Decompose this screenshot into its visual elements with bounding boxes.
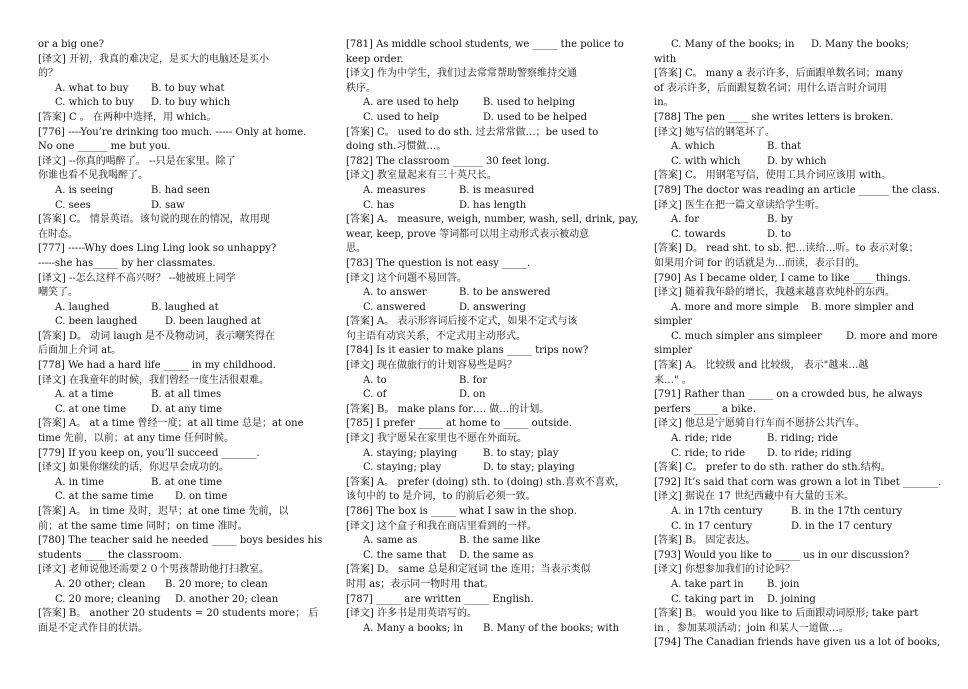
text-line: [译文] 她写信的钢笔坏了。 xyxy=(654,126,775,138)
answer-option: C. Many of the books; in xyxy=(671,39,795,50)
option-line xyxy=(346,447,631,462)
answer-option: A. what to buy xyxy=(55,82,129,94)
answer-option: C. the same that xyxy=(363,549,447,561)
option-line xyxy=(38,490,320,505)
option-line xyxy=(654,505,934,520)
text-line: [791] Rather than _____ on a crowded bus, he always xyxy=(654,389,923,401)
answer-option: A. are used to help xyxy=(363,97,459,109)
answer-option: C. taking part in xyxy=(671,593,754,605)
answer-option: D. been laughed at xyxy=(165,316,261,328)
text-line: [译文] 医生在把一篇文章读给学生听。 xyxy=(654,199,825,211)
text-line: [译文] --你真的喝醉了。 --只是在家里。除了 xyxy=(38,155,236,167)
text-line: [译文] 现在做旅行的计划容易些是吗？ xyxy=(346,360,517,372)
text-line: [答案] A。 prefer (doing) sth. to (doing) sth.喜欢不喜欢， xyxy=(346,476,625,488)
text-line: simpler xyxy=(654,345,693,357)
answer-option: C. towards xyxy=(671,228,726,240)
option-line xyxy=(346,301,631,316)
answer-option: C. sees xyxy=(55,199,91,211)
answer-option: B. join xyxy=(767,578,800,590)
answer-option: B. riding; ride xyxy=(767,433,838,445)
answer-option: D. answering xyxy=(459,301,526,313)
column-right xyxy=(654,38,942,651)
text-line: [777] -----Why does Ling Ling look so unhappy? xyxy=(38,243,277,255)
answer-option: C. which to buy xyxy=(55,97,134,109)
text-line: [785] I prefer _____ at home to _____ outside. xyxy=(346,418,572,430)
answer-option: B. laughed at xyxy=(151,301,219,313)
option-line xyxy=(654,140,934,155)
text-line: [译文] 你想参加我们的讨论吗？ xyxy=(654,564,795,576)
option-line xyxy=(38,388,320,403)
column-left xyxy=(38,38,323,636)
text-line: 嘲笑了。 xyxy=(38,287,78,299)
option-line xyxy=(38,199,320,214)
text-line: [译文] 我宁愿呆在家里也不愿在外面玩。 xyxy=(346,433,527,445)
text-line: time 先前，以前；at any time 任何时候。 xyxy=(38,433,234,445)
option-line xyxy=(346,286,631,301)
option-line xyxy=(346,96,631,111)
answer-option: C. much simpler ans simpleer xyxy=(671,330,822,342)
text-line: 思。 xyxy=(346,243,366,255)
answer-option: D. joining xyxy=(767,593,816,605)
text-line: [答案] C。 many a 表示许多，后面跟单数名词；many xyxy=(654,68,904,80)
text-line: No one ______ me but you. xyxy=(38,141,171,153)
text-line: [答案] B。 固定表达。 xyxy=(654,535,756,547)
answer-option: B. at all times xyxy=(151,389,222,401)
text-line: [778] We had a hard life _____ in my childhood. xyxy=(38,360,276,372)
option-line xyxy=(346,622,631,637)
text-line: 你谁也看不见我喝醉了。 xyxy=(38,170,148,182)
option-line xyxy=(654,228,934,243)
text-line: [译文] 他总是宁愿骑自行车而不愿挤公共汽车。 xyxy=(654,418,865,430)
text-line: [答案] C 。 在两种中选择，用 which。 xyxy=(38,111,217,123)
option-line xyxy=(38,578,320,593)
text-line: [784] Is it easier to make plans _____ trips now? xyxy=(346,345,589,357)
answer-option: B. had seen xyxy=(151,184,211,196)
text-line: [794] The Canadian friends have given us a lot of books, xyxy=(654,637,941,649)
text-line: [789] The doctor was reading an article ______ the class. xyxy=(654,184,940,196)
answer-option: D. by which xyxy=(767,155,827,167)
text-line: in。 xyxy=(654,97,674,109)
text-line: [译文] 老师说他还需要２０个男孩帮助他打扫教室。 xyxy=(38,564,269,576)
text-line: [783] The question is not easy _____. xyxy=(346,257,531,269)
option-line xyxy=(346,184,631,199)
answer-option: A. to answer xyxy=(363,287,427,299)
option-line xyxy=(654,593,934,608)
option-line xyxy=(654,578,934,593)
answer-option: C. ride; to ride xyxy=(671,447,746,459)
text-line: in ，参加某项活动；join 和某人一道做…。 xyxy=(654,622,849,634)
option-line xyxy=(346,534,631,549)
text-line: [译文] 许多书是用英语写的。 xyxy=(346,608,477,620)
text-line: [译文] 这个问题不易回答。 xyxy=(346,272,467,284)
answer-option: D. on xyxy=(459,389,486,401)
text-line: [786] The box is _____ what I saw in the shop. xyxy=(346,506,577,517)
option-line xyxy=(654,213,934,228)
text-line: 如果用介词 for 的话就是为…而读，表示目的。 xyxy=(654,257,865,269)
text-line: [译文] 开初，我真的难决定，是买大的电脑还是买小 xyxy=(38,53,269,65)
option-line xyxy=(654,432,934,447)
text-line: [答案] A。 measure, weigh, number, wash, sell, drink, pay, xyxy=(346,214,639,226)
option-line xyxy=(346,111,631,126)
option-line xyxy=(38,301,320,316)
text-line: 来…" 。 xyxy=(654,374,692,386)
text-line: [答案] D。 same 总是和定冠词 the 连用；当表示类似 xyxy=(346,564,591,576)
text-line: [译文] --怎么这样不高兴呀？ --她被班上同学 xyxy=(38,272,236,284)
text-line: wear, keep, prove 等词都可以用主动形式表示被动意 xyxy=(346,228,590,240)
text-line: students ____ the classroom. xyxy=(38,549,182,561)
text-line: [译文] 据说在 17 世纪西藏中有大量的玉米。 xyxy=(654,491,855,503)
text-line: [781] As middle school students, we _____ the police to xyxy=(346,39,624,50)
answer-option: D. has length xyxy=(459,199,527,211)
answer-option: A. take part in xyxy=(671,578,744,590)
text-line: [答案] B。 make plans for…. 做…的计划。 xyxy=(346,403,550,415)
option-line xyxy=(346,199,631,214)
text-line: [782] The classroom ______ 30 feet long. xyxy=(346,155,550,167)
text-line: 的？ xyxy=(38,68,58,80)
text-line: [答案] D。 read sht. to sb. 把…读给…听。to 表示对象； xyxy=(654,243,919,255)
text-line: [788] The pen ____ she writes letters is broken. xyxy=(654,111,894,123)
answer-option: C. in 17 century xyxy=(671,520,753,532)
answer-option: D. to stay; playing xyxy=(483,462,575,474)
text-line: [答案] B。 would you like to 后面跟动词原形; take part xyxy=(654,608,919,620)
answer-option: D. on time xyxy=(175,491,228,503)
answer-option: D. the same as xyxy=(459,549,534,561)
answer-option: B. for xyxy=(459,374,488,386)
text-line: [790] As I became older, I came to like ____ things. xyxy=(654,272,911,284)
answer-option: B. used to helping xyxy=(483,97,575,109)
text-line: 后面加上介词 at。 xyxy=(38,345,122,357)
text-line: 时用 as；表示同一物时用 that。 xyxy=(346,578,494,590)
option-line xyxy=(654,155,934,170)
text-line: [译文] 如果你继续的话，你迟早会成功的。 xyxy=(38,462,229,474)
text-line: -----she has_____ by her classmates. xyxy=(38,257,216,269)
answer-option: C. at the same time xyxy=(55,491,154,503)
text-line: [答案] A。 in time 及时，迟早；at one time 先前，以 xyxy=(38,506,289,517)
answer-option: A. for xyxy=(671,214,700,226)
answer-option: B. at one time xyxy=(151,476,223,488)
answer-option: B. 20 more; to clean xyxy=(165,578,268,590)
answer-option: D. to ride; riding xyxy=(767,447,852,459)
option-line xyxy=(346,461,631,476)
text-line: [答案] A。 at a time 曾经一度；at all time 总是；at one xyxy=(38,418,304,430)
answer-option: D. saw xyxy=(151,199,185,211)
option-line xyxy=(38,476,320,491)
text-line: 秩序。 xyxy=(346,82,376,94)
answer-option: B. is measured xyxy=(459,184,535,196)
answer-option: A. 20 other; clean xyxy=(55,578,146,590)
answer-option: B. the same like xyxy=(459,535,541,547)
text-line: 面是不定式作目的状语。 xyxy=(38,622,148,634)
answer-option: A. in 17th century xyxy=(671,506,763,517)
answer-option: B. in the 17th century xyxy=(791,506,903,517)
answer-option: A. measures xyxy=(363,184,426,196)
text-line: [译文] 在我童年的时候，我们曾经一度生活很艰难。 xyxy=(38,374,269,386)
text-line: [答案] D。 动词 laugh 是不及物动词，表示嘲笑得在 xyxy=(38,330,275,342)
option-line xyxy=(38,593,320,608)
option-line xyxy=(38,82,320,97)
answer-option: A. Many a books; in xyxy=(363,622,464,634)
text-line: [译文] 这个盒子和我在商店里看到的一样。 xyxy=(346,520,537,532)
answer-option: A. at a time xyxy=(55,389,114,401)
text-line: 在时态。 xyxy=(38,228,78,240)
option-line xyxy=(346,388,631,403)
column-middle xyxy=(346,38,639,636)
text-line: [译文] 随着我年龄的增长，我越来越喜欢纯朴的东西。 xyxy=(654,287,895,299)
answer-option: C. been laughed xyxy=(55,316,138,328)
answer-option: D. at any time xyxy=(151,403,223,415)
answer-option: C. with which xyxy=(671,155,741,167)
answer-option: C. answered xyxy=(363,301,426,313)
text-line: 该句中的 to 是介词，to 的前后必须一致。 xyxy=(346,491,536,503)
option-line xyxy=(654,520,934,535)
text-line: [793] Would you like to _____ us in our discussion? xyxy=(654,549,910,561)
answer-option: B. to stay; play xyxy=(483,447,559,459)
text-line: simpler xyxy=(654,316,693,328)
answer-option: D. to xyxy=(767,228,792,240)
answer-option: A. to xyxy=(363,374,387,386)
answer-option: D. in the 17 century xyxy=(791,520,893,532)
text-line: [译文] 作为中学生，我们过去常常帮助警察维持交通 xyxy=(346,68,577,80)
text-line: [答案] B。 another 20 students = 20 students more； 后 xyxy=(38,608,319,620)
option-line xyxy=(654,447,934,462)
option-line xyxy=(38,96,320,111)
option-line xyxy=(38,315,320,330)
answer-option: B. by xyxy=(767,214,793,226)
text-line: [译文] 教室量起来有三十英尺长。 xyxy=(346,170,497,182)
text-line: [答案] C。 used to do sth. 过去常常做…；be used to xyxy=(346,126,599,138)
answer-option: D. Many the books; xyxy=(811,39,910,50)
text-line: [答案] C。 用钢笔写信，使用工具介词应该用 with。 xyxy=(654,170,892,182)
answer-option: A. in time xyxy=(55,476,105,488)
answer-option: A. laughed xyxy=(55,301,110,313)
text-line: with xyxy=(654,53,677,65)
answer-option: B. to be answered xyxy=(459,287,551,299)
answer-option: C. 20 more; cleaning xyxy=(55,593,161,605)
text-line: 前；at the same time 同时；on time 准时。 xyxy=(38,520,248,532)
option-line xyxy=(38,403,320,418)
text-line: of 表示许多，后面跟复数名词；用什么语言时介词用 xyxy=(654,82,887,94)
answer-option: A. staying; playing xyxy=(363,447,458,459)
option-line xyxy=(654,38,934,53)
answer-option: D. used to be helped xyxy=(483,111,588,123)
text-line: [776] ----You’re drinking too much. ----- Only at home. xyxy=(38,126,307,138)
answer-option: A. ride; ride xyxy=(671,433,732,445)
answer-option: C. at one time xyxy=(55,403,126,415)
text-line: 句主语有动宾关系，不定式用主动形式。 xyxy=(346,330,526,342)
answer-option: C. used to help xyxy=(363,111,439,123)
answer-option: B. more simpler and xyxy=(811,301,915,313)
option-line xyxy=(654,301,934,316)
answer-option: C. has xyxy=(363,199,395,211)
text-line: [答案] C。 prefer to do sth. rather do sth.结构。 xyxy=(654,462,891,474)
option-line xyxy=(38,184,320,199)
answer-option: B. that xyxy=(767,141,802,153)
text-line: [779] If you keep on, you’ll succeed _______. xyxy=(38,447,260,459)
text-line: [答案] C。 情景英语。该句说的现在的情况，故用现 xyxy=(38,214,270,226)
option-line xyxy=(346,374,631,389)
answer-option: C. of xyxy=(363,389,387,401)
text-line: [答案] A。 比较级 and 比较级， 表示"越来…越 xyxy=(654,360,869,372)
text-line: [787] _____ are written _____ English. xyxy=(346,593,534,605)
text-line: keep order. xyxy=(346,53,404,65)
option-line xyxy=(654,330,938,345)
text-line: doing sth.习惯做…。 xyxy=(346,141,447,153)
answer-option: B. Many of the books; with xyxy=(483,622,620,634)
answer-option: A. more and more simple xyxy=(671,301,799,313)
text-line: [792] It’s said that corn was grown a lot in Tibet _______. xyxy=(654,476,942,488)
answer-option: D. another 20; clean xyxy=(175,593,279,605)
answer-option: A. is seeing xyxy=(55,184,114,196)
text-line: [780] The teacher said he needed _____ boys besides his xyxy=(38,535,323,547)
text-line: perfers _____ a bike. xyxy=(654,403,756,415)
answer-option: D. to buy which xyxy=(151,97,231,109)
answer-option: A. same as xyxy=(363,535,418,547)
option-line xyxy=(346,549,631,564)
answer-option: C. staying; play xyxy=(363,462,442,474)
answer-option: D. more and more xyxy=(846,330,938,342)
text-line: [答案] A。 表示形容词后接不定式，如果不定式与该 xyxy=(346,316,578,328)
answer-option: B. to buy what xyxy=(151,82,225,94)
answer-option: A. which xyxy=(671,141,715,153)
text-line: or a big one? xyxy=(38,39,105,50)
